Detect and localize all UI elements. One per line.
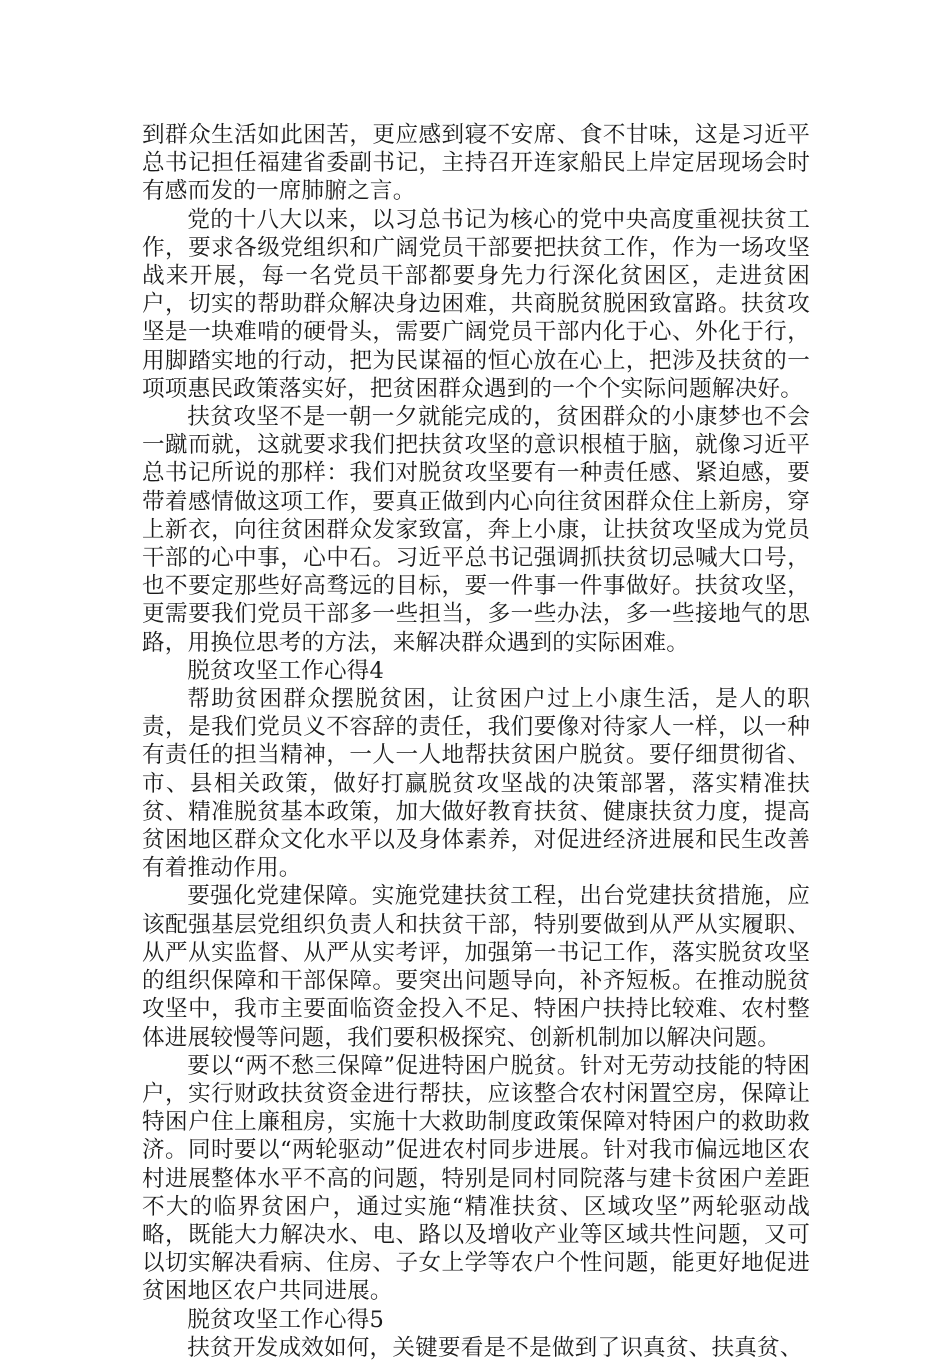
paragraph: 要以“两不愁三保障”促进特困户脱贫。针对无劳动技能的特困户，实行财政扶贫资金进行帮扶，应该整合农村闲置空房，保障让特困户住上廉租房，实施十大救助制度政策保障对特困户的救助救济。同时要以“两轮驱动”促进农村同步进展。针对我市偏远地区农村进展整体水平不高的问题，特别是同村同院落与建卡贫困户差距不大的临界贫困户，通过实施“精准扶贫、区域攻坚”两轮驱动战略，既能大力解决水、电、路以及增收产业等区域共性问题，又可以切实解决看病、住房、子女上学等农户个性问题，能更好地促进贫困地区农户共同进展。	[142, 1052, 810, 1305]
paragraph: 帮助贫困群众摆脱贫困，让贫困户过上小康生活，是人的职责，是我们党员义不容辞的责任，我们要像对待家人一样，以一种有责任的担当精神，一人一人地帮扶贫困户脱贫。要仔细贯彻省、市、县相关政策，做好打赢脱贫攻坚战的决策部署，落实精准扶贫、精准脱贫基本政策，加大做好教育扶贫、健康扶贫力度，提高贫困地区群众文化水平以及身体素养，对促进经济进展和民生改善有着推动作用。	[142, 686, 810, 882]
paragraph-continuation: 到群众生活如此困苦，更应感到寝不安席、食不甘味，这是习近平总书记担任福建省委副书记，主持召开连家船民上岸定居现场会时有感而发的一席肺腑之言。	[142, 122, 810, 205]
section-heading: 脱贫攻坚工作心得4	[187, 657, 385, 684]
document-body	[142, 121, 810, 1362]
paragraph: 党的十八大以来，以习总书记为核心的党中央高度重视扶贫工作，要求各级党组织和广阔党员干部要把扶贫工作，作为一场攻坚战来开展，每一名党员干部都要身先力行深化贫困区，走进贫困户，切实的帮助群众解决身边困难，共商脱贫脱困致富路。扶贫攻坚是一块难啃的硬骨头，需要广阔党员干部内化于心、外化于行，用脚踏实地的行动，把为民谋福的恒心放在心上，把涉及扶贫的一项项惠民政策落实好，把贫困群众遇到的一个个实际问题解决好。	[142, 206, 810, 402]
paragraph: 扶贫攻坚不是一朝一夕就能完成的，贫困群众的小康梦也不会一蹴而就，这就要求我们把扶贫攻坚的意识根植于脑，就像习近平总书记所说的那样：我们对脱贫攻坚要有一种责任感、紧迫感，要带着感情做这项工作，要真正做到内心向往贫困群众住上新房，穿上新衣，向往贫困群众发家致富，奔上小康，让扶贫攻坚成为党员干部的心中事，心中石。习近平总书记强调抓扶贫切忌喊大口号，也不要定那些好高骛远的目标，要一件事一件事做好。扶贫攻坚，更需要我们党员干部多一些担当，多一些办法，多一些接地气的思路，用换位思考的方法，来解决群众遇到的实际困难。	[142, 404, 810, 656]
section-heading: 脱贫攻坚工作心得5	[187, 1306, 385, 1333]
paragraph: 扶贫开发成效如何，关键要看是不是做到了识真贫、扶真贫、	[187, 1334, 803, 1361]
paragraph: 要强化党建保障。实施党建扶贫工程，出台党建扶贫措施，应该配强基层党组织负责人和扶贫干部，特别要做到从严从实履职、从严从实监督、从严从实考评，加强第一书记工作，落实脱贫攻坚的组织保障和干部保障。要突出问题导向，补齐短板。在推动脱贫攻坚中，我市主要面临资金投入不足、特困户扶持比较难、农村整体进展较慢等问题，我们要积极探究、创新机制加以解决问题。	[142, 883, 810, 1051]
